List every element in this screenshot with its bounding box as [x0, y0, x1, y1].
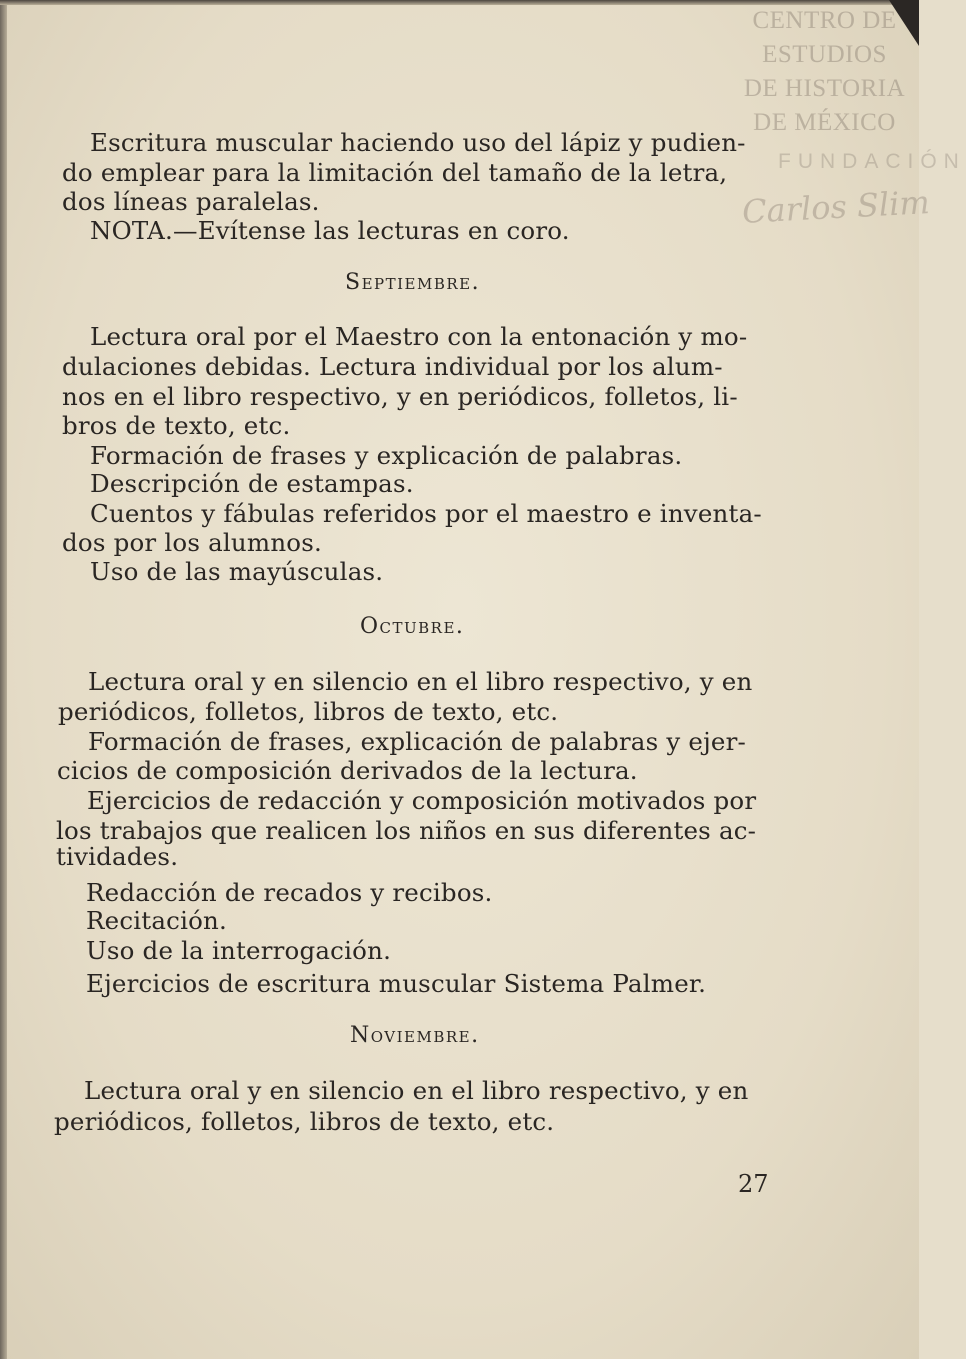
watermark-line: ESTUDIOS — [762, 41, 887, 68]
text-line: nos en el libro respectivo, y en periódicos, folletos, li- — [62, 382, 738, 411]
text-line: periódicos, folletos, libros de texto, etc. — [54, 1107, 555, 1136]
section-heading-noviembre: Noviembre. — [350, 1023, 480, 1048]
text-line: periódicos, folletos, libros de texto, etc. — [58, 697, 559, 726]
text-line: Escritura muscular haciendo uso del lápiz y pudien- — [90, 128, 746, 157]
text-line: dulaciones debidas. Lectura individual por los alum- — [62, 352, 723, 381]
text-line: do emplear para la limitación del tamaño de la letra, — [62, 158, 728, 187]
text-line: Lectura oral por el Maestro con la entonación y mo- — [90, 322, 748, 351]
text-line: tividades. — [56, 842, 179, 871]
page-left-edge — [0, 0, 7, 1359]
text-line: dos por los alumnos. — [62, 528, 323, 557]
text-line: Lectura oral y en silencio en el libro respectivo, y en — [88, 667, 753, 696]
text-line: Descripción de estampas. — [90, 469, 414, 498]
section-heading-octubre: Octubre. — [360, 614, 465, 639]
watermark-fundacion: FUNDACIÓN — [778, 150, 966, 173]
text-line: Recitación. — [86, 906, 228, 935]
text-line: Redacción de recados y recibos. — [86, 878, 493, 907]
text-line: Formación de frases y explicación de palabras. — [90, 441, 683, 470]
text-line: Ejercicios de escritura muscular Sistema Palmer. — [86, 969, 707, 998]
watermark-signature: Carlos Slim — [741, 183, 931, 231]
watermark-line: DE HISTORIA — [743, 75, 906, 102]
text-line: bros de texto, etc. — [62, 411, 291, 440]
text-line: Uso de las mayúsculas. — [90, 557, 384, 586]
watermark-line: DE MÉXICO — [753, 109, 896, 136]
text-line: dos líneas paralelas. — [62, 187, 320, 216]
page-number: 27 — [738, 1170, 769, 1198]
text-line: cicios de composición derivados de la lectura. — [57, 756, 638, 785]
text-line: NOTA.—Evítense las lecturas en coro. — [90, 216, 570, 245]
institution-watermark — [730, 4, 919, 140]
text-line: los trabajos que realicen los niños en sus diferentes ac- — [56, 816, 757, 845]
section-heading-septiembre: Septiembre. — [345, 270, 481, 295]
text-line: Cuentos y fábulas referidos por el maestro e inventa- — [90, 499, 762, 528]
text-line: Formación de frases, explicación de palabras y ejer- — [88, 727, 746, 756]
text-line: Ejercicios de redacción y composición motivados por — [87, 786, 757, 815]
text-line: Lectura oral y en silencio en el libro respectivo, y en — [84, 1076, 749, 1105]
watermark-line: CENTRO DE — [752, 7, 897, 34]
text-line: Uso de la interrogación. — [86, 936, 392, 965]
